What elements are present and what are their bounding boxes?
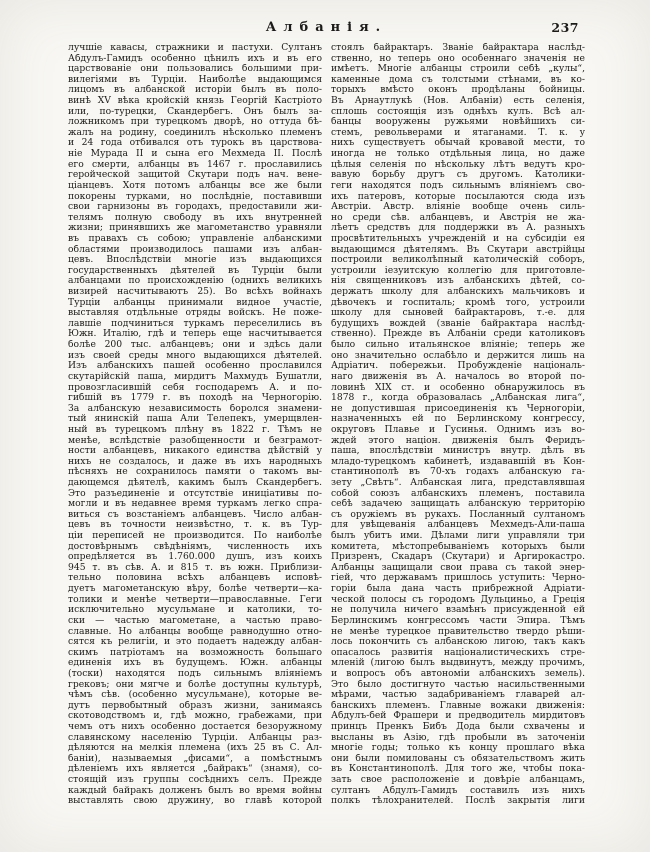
page-header xyxy=(68,20,585,38)
text-line: назначенныхъ ей по Берлинскому конгрессу, xyxy=(331,414,585,425)
text-line: Турціи албанцы принимали видное участіе, xyxy=(68,297,322,308)
text-line: лось покончить съ албанскою лигою, такъ какъ xyxy=(331,637,585,648)
text-line: выдающимся дѣятелямъ. Въ Скутари австрійцы xyxy=(331,244,585,255)
text-line: оно значительно ослабѣло и держится лишь на xyxy=(331,350,585,361)
text-line: и 24 года отбивался отъ турокъ въ царствова- xyxy=(68,138,322,149)
text-line: лѣетъ средствъ для поддержки въ А. разныхъ xyxy=(331,223,585,234)
text-line: торыхъ вмѣсто оконъ продѣланы бойницы. xyxy=(331,85,585,96)
text-line: или, по-турецки, Скандербегъ. Онъ былъ за- xyxy=(68,106,322,117)
text-line: Въ Арнаутлукѣ (Нов. Албаніи) есть селенія, xyxy=(331,96,585,107)
text-line: дутъ первобытный образъ жизни, занимаясь xyxy=(68,700,322,711)
text-line: нихъ существуетъ обычай кровавой мести, то xyxy=(331,138,585,149)
text-line: пѣсняхъ не сохранилось памяти о такомъ вы- xyxy=(68,467,322,478)
text-line: толики и менѣе четверти—православные. Геги xyxy=(68,594,322,605)
text-line: стоящій изъ группы сосѣднихъ селъ. Прежде xyxy=(68,775,322,786)
text-line: 1878 г., когда образовалась „Албанская лига“, xyxy=(331,393,585,404)
text-line: мѣрами, частью задабриваніемъ главарей ал- xyxy=(331,690,585,701)
text-line: Призренъ, Скадаръ (Скутари) и Аргирокастро. xyxy=(331,552,585,563)
text-line: тельно половина всѣхъ албанцевъ исповѣ- xyxy=(68,573,322,584)
text-line: построили великолѣпный католическій соборъ, xyxy=(331,255,585,266)
text-line: стоялъ байрактаръ. Званіе байрактара наслѣд- xyxy=(331,43,585,53)
text-line: ложникомъ при турецкомъ дворѣ, но оттуда бѣ- xyxy=(68,117,322,128)
text-line: дѣляются на мелкія племена (ихъ 25 въ С. Ал- xyxy=(68,743,322,754)
text-line: баніи), называемыя „фисами“, а помѣстнымъ xyxy=(68,753,322,764)
text-line: славянскому населенію Турціи. Албанцы раз- xyxy=(68,732,322,743)
text-line: достовѣрнымъ свѣдѣніямъ, численность ихъ xyxy=(68,541,322,552)
text-line: съ оружіемъ въ рукахъ. Посланный султаномъ xyxy=(331,509,585,520)
text-line: султанъ Абдулъ-Гамидъ составилъ изъ нихъ xyxy=(331,785,585,796)
text-line: чѣмъ сѣв. (особенно мусульмане), которые ве- xyxy=(68,690,322,701)
text-line: выставлять свою дружину, во главѣ которой xyxy=(68,796,322,807)
text-line: наго движенія въ А. началось во второй по- xyxy=(331,371,585,382)
text-line: За албанскую независимость боролся знамени- xyxy=(68,403,322,414)
text-line: вилегіями въ Турціи. Наиболѣе выдающимся xyxy=(68,74,322,85)
text-line: держатъ школу для албанскихъ мальчиковъ и xyxy=(331,287,585,298)
text-line: нія священниковъ изъ албанскихъ дѣтей, со- xyxy=(331,276,585,287)
text-line: славные. Но албанцы вообще равнодушно отно- xyxy=(68,626,322,637)
text-line: Изъ албанскихъ пашей особенно прославился xyxy=(68,361,322,372)
text-line: имѣетъ. Многіе албанцы строили себѣ „кулы“, xyxy=(331,64,585,75)
text-line: скимъ патріотамъ на возможность большаго xyxy=(68,647,322,658)
text-line: покорены турками, но послѣдніе, поставивши xyxy=(68,191,322,202)
text-line: гибшій въ 1779 г. въ походѣ на Черногорію. xyxy=(68,393,322,404)
text-line: для увѣщеванія албанцевъ Мехмедъ-Али-паша xyxy=(331,520,585,531)
text-line: Абдулъ-Гамидъ особенно цѣнилъ ихъ и въ его xyxy=(68,53,322,64)
text-line: скутарійскій паша, мирдитъ Махмудъ Бушатли, xyxy=(68,371,322,382)
text-line: иногда не только отдѣльныя лица, но даже xyxy=(331,149,585,160)
text-line: исключительно мусульмане и католики, то- xyxy=(68,605,322,616)
text-line: государственныхъ дѣятелей въ Турціи были xyxy=(68,265,322,276)
text-line: винѣ XV вѣка кройскій князь Георгій Кастріото xyxy=(68,96,322,107)
text-line: ловинѣ XIX ст. и особенно обнаружилось въ xyxy=(331,382,585,393)
text-line: ческой полосы съ городомъ Дульциньо, а Греція xyxy=(331,594,585,605)
text-column-left xyxy=(68,43,322,807)
running-title: Албанія. xyxy=(265,20,388,35)
text-line: будущихъ вождей (званіе байрактара наслѣд- xyxy=(331,318,585,329)
text-line: зету „Свѣтъ“. Албанская лига, представлявшая xyxy=(331,477,585,488)
text-line: Это разъединеніе и отсутствіе иниціативы по- xyxy=(68,488,322,499)
text-line: его смерти, албанцы въ 1467 г. прославились xyxy=(68,159,322,170)
text-line: единенія ихъ въ будущемъ. Южн. албанцы xyxy=(68,658,322,669)
text-line: выставляя отдѣльные отряды войскъ. Не поже- xyxy=(68,308,322,319)
text-line: дуетъ магометанскую вѣру, болѣе четверти—ка- xyxy=(68,584,322,595)
text-line: сятся къ религіи, и это подаетъ надежду албан- xyxy=(68,637,322,648)
text-line: албанцами по происхожденію (однихъ великихъ xyxy=(68,276,322,287)
text-line: устроили іезуитскую коллегію для приготовле- xyxy=(331,265,585,276)
text-line: Абдулъ-бей Фрашери и предводитель мирдитовъ xyxy=(331,711,585,722)
text-block xyxy=(68,43,585,807)
text-line: чемъ отъ нихъ особенно достается безоружному xyxy=(68,722,322,732)
page-number: 237 xyxy=(551,20,579,35)
text-line: ніе Мурада II и сына его Мехмеда II. Послѣ xyxy=(68,149,322,160)
text-line: собой союзъ албанскихъ племенъ, поставила xyxy=(331,488,585,499)
text-line: младо-турецкомъ кабинетѣ, издававшій въ Кон- xyxy=(331,456,585,467)
text-line: свои гарнизоны въ городахъ, предоставили жи- xyxy=(68,202,322,213)
text-line: они были помилованы съ обязательствомъ жить xyxy=(331,753,585,764)
text-line: вавую борьбу другъ съ другомъ. Католики- xyxy=(331,170,585,181)
text-line: Южн. Италію, гдѣ и теперь еще насчитывается xyxy=(68,329,322,340)
text-line: ціи переписей не производится. По наиболѣе xyxy=(68,531,322,542)
text-line: грековъ; они мягче и болѣе доступны культурѣ, xyxy=(68,679,322,690)
text-line: стемъ, револьверами и ятаганами. Т. к. у xyxy=(331,127,585,138)
text-line: цевъ въ точности неизвѣстно, т. к. въ Тур- xyxy=(68,520,322,531)
text-line: ственно). Прежде въ Албаніи среди католиковъ xyxy=(331,329,585,340)
text-line: менѣе, вслѣдствіе разобщенности и безграмот- xyxy=(68,435,322,446)
text-line: геги находятся подъ сильнымъ вліяніемъ сво- xyxy=(331,180,585,191)
text-line: болѣе 200 тыс. албанцевъ; они и здѣсь дали xyxy=(68,340,322,351)
text-line: мленій (лигою былъ выдвинутъ, между прочимъ, xyxy=(331,658,585,669)
text-line: но среди сѣв. албанцевъ, и Австрія не жа- xyxy=(331,212,585,223)
text-line: ный въ турецкомъ плѣну въ 1822 г. Тѣмъ не xyxy=(68,424,322,435)
text-line: цѣлыя селенія по нѣскольку лѣтъ ведутъ кро- xyxy=(331,159,585,170)
text-line: опасалось развитія націоналистическихъ стре- xyxy=(331,647,585,658)
text-column-right xyxy=(331,43,585,807)
text-line: телямъ полную свободу въ ихъ внутренней xyxy=(68,212,322,223)
text-line: ихъ патеровъ, которые посылаются сюда изъ xyxy=(331,191,585,202)
text-line: (тоски) находятся подъ сильнымъ вліяніемъ xyxy=(68,668,322,679)
text-line: школу для сыновей байрактаровъ, т.-е. для xyxy=(331,308,585,319)
text-line: царствованіе они пользовались большими при- xyxy=(68,64,322,75)
text-line: себѣ задачею защищать албанскую территорію xyxy=(331,499,585,510)
text-line: не допустившая присоединенія къ Черногоріи, xyxy=(331,403,585,414)
text-line: лицомъ въ албанской исторіи былъ въ поло- xyxy=(68,85,322,96)
text-line: геройческой защитой Скутари подъ нач. вене- xyxy=(68,170,322,181)
text-line: не менѣе турецкое правительство твердо рѣши- xyxy=(331,626,585,637)
text-line: изъ своей среды много выдающихся дѣятелей. xyxy=(68,350,322,361)
text-line: въ правахъ съ собою; управленіе албанскими xyxy=(68,233,322,244)
text-line: провозгласившій себя господаремъ А. и по- xyxy=(68,382,322,393)
text-line: принцъ Пренкъ Бибъ Дода были схвачены и xyxy=(331,722,585,732)
text-line: лавшіе подчиниться туркамъ переселились въ xyxy=(68,318,322,329)
text-line: жизни; принявшихъ же магометанство уравняли xyxy=(68,223,322,234)
text-line: каждый байракъ долженъ былъ во время войны xyxy=(68,785,322,796)
text-line: ціанцевъ. Хотя потомъ албанцы все же были xyxy=(68,180,322,191)
text-line: зать свое расположеніе и довѣріе албанцамъ, xyxy=(331,775,585,786)
text-line: дѣвочекъ и госпиталь; кромѣ того, устроили xyxy=(331,297,585,308)
text-line: горіи была дана часть прибрежной Адріати- xyxy=(331,584,585,595)
text-line: дѣленіемъ ихъ является „байракъ“ (знамя), со- xyxy=(68,764,322,775)
text-line: было сильно итальянское вліяніе; теперь же xyxy=(331,340,585,351)
text-line: каменные дома съ толстыми стѣнами, въ ко- xyxy=(331,74,585,85)
text-line: нихъ не создалось, и даже въ ихъ народныхъ xyxy=(68,456,322,467)
text-line: могли и въ недавнее время туркамъ легко спра- xyxy=(68,499,322,510)
text-line: просвѣтительныхъ учрежденій и на субсидіи ея xyxy=(331,233,585,244)
text-line: Адріатич. побережьи. Пробужденіе національ- xyxy=(331,361,585,372)
text-line: и вопросъ объ автономіи албанскихъ земель). xyxy=(331,668,585,679)
text-line: 945 т. въ сѣв. А. и 815 т. въ южн. Приблизи- xyxy=(68,562,322,573)
text-line: дающемся дѣятелѣ, какимъ былъ Скандербегъ. xyxy=(68,477,322,488)
text-line: визирей насчитываютъ 25). Во всѣхъ войнахъ xyxy=(68,287,322,298)
text-line: полкъ тѣлохранителей. Послѣ закрытія лиги xyxy=(331,796,585,807)
text-line: скотоводствомъ и, гдѣ можно, грабежами, при xyxy=(68,711,322,722)
text-line: цевъ. Впослѣдствіи многіе изъ выдающихся xyxy=(68,255,322,266)
text-line: округовъ Плавье и Гусинья. Однимъ изъ во- xyxy=(331,424,585,435)
text-line: ности албанцевъ, никакого единства дѣйствій у xyxy=(68,446,322,457)
text-line: паша, впослѣдствіи министръ внутр. дѣлъ въ xyxy=(331,446,585,457)
text-line: областями производилось пашами изъ албан- xyxy=(68,244,322,255)
text-line: стантинополѣ въ 70-хъ годахъ албанскую га- xyxy=(331,467,585,478)
text-line: лучшіе кавасы, стражники и пастухи. Султанъ xyxy=(68,43,322,53)
text-line: Берлинскимъ конгрессомъ части Эпира. Тѣмъ xyxy=(331,615,585,626)
text-line: жалъ на родину, соединилъ нѣсколько племенъ xyxy=(68,127,322,138)
text-line: Австріи. Австр. вліяніе вообще очень силь- xyxy=(331,202,585,213)
text-line: многіе годы; только къ концу прошлаго вѣка xyxy=(331,743,585,754)
text-line: опредѣляется въ 1.760.000 душъ, изъ коихъ xyxy=(68,552,322,563)
text-line: Это было достигнуто частью насильственными xyxy=(331,679,585,690)
text-line: ски — частью магометане, а частью право- xyxy=(68,615,322,626)
text-line: гіей, что державамъ пришлось уступить: Черно- xyxy=(331,573,585,584)
text-line: ственно, но теперь оно особеннаго значенія не xyxy=(331,53,585,64)
text-line: банскихъ племенъ. Главные вожаки движенія: xyxy=(331,700,585,711)
text-line: ждей этого націон. движенія былъ Феридъ- xyxy=(331,435,585,446)
text-line: комитета, мѣстопребываніемъ которыхъ были xyxy=(331,541,585,552)
text-line: не получила ничего взамѣнъ присужденной ей xyxy=(331,605,585,616)
text-line: виться съ возстаніемъ албанцевъ. Число албан- xyxy=(68,509,322,520)
text-line: Албанцы защищали свои права съ такой энер- xyxy=(331,562,585,573)
text-line: сплошь состоящія изъ однѣхъ кулъ. Всѣ ал- xyxy=(331,106,585,117)
text-line: тый янинскій паша Али Телепекъ, умерщвлен- xyxy=(68,414,322,425)
text-line: банцы вооружены ружьями новѣйшихъ си- xyxy=(331,117,585,128)
text-line: высланы въ Азію, гдѣ пробыли въ заточеніи xyxy=(331,732,585,743)
text-line: былъ убитъ ими. Дѣлами лиги управляли три xyxy=(331,531,585,542)
text-line: въ Константинополѣ. Для того же, чтобы пока- xyxy=(331,764,585,775)
